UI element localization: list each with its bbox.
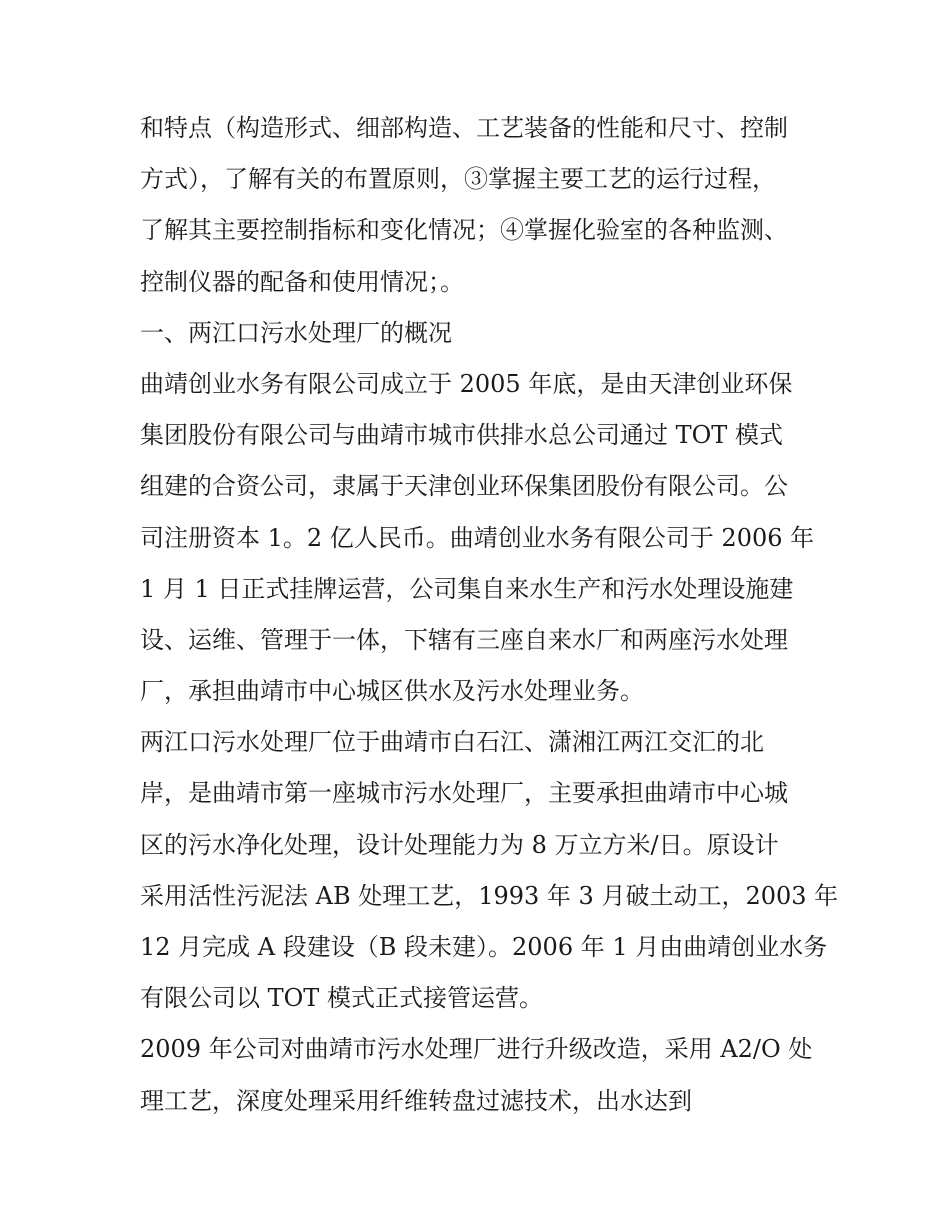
text-line: 厂，承担曲靖市中心城区供水及污水处理业务。 — [140, 677, 644, 706]
text-line: 区的污水净化处理，设计处理能力为 8 万立方米/日。原设计 — [140, 830, 779, 859]
text-line: 集团股份有限公司与曲靖市城市供排水总公司通过 TOT 模式 — [140, 421, 783, 450]
text-line: 和特点（构造形式、细部构造、工艺装备的性能和尺寸、控制 — [140, 114, 788, 142]
text-line: 设、运维、管理于一体，下辖有三座自来水厂和两座污水处理 — [140, 625, 788, 654]
text-line: 了解其主要控制指标和变化情况；④掌握化验室的各种监测、 — [140, 216, 788, 245]
text-line: 司注册资本 1。2 亿人民币。曲靖创业水务有限公司于 2006 年 — [140, 523, 815, 552]
text-line: 方式），了解有关的布置原则，③掌握主要工艺的运行过程， — [140, 165, 776, 194]
text-line: 有限公司以 TOT 模式正式接管运营。 — [140, 984, 543, 1013]
text-line: 两江口污水处理厂位于曲靖市白石江、潇湘江两江交汇的北 — [140, 728, 764, 757]
text-line: 岸，是曲靖市第一座城市污水处理厂，主要承担曲靖市中心城 — [140, 779, 788, 808]
body-text — [140, 103, 839, 1127]
text-line: 2009 年公司对曲靖市污水处理厂进行升级改造，采用 A2/O 处 — [140, 1035, 813, 1064]
text-line: 理工艺，深度处理采用纤维转盘过滤技术，出水达到 — [140, 1086, 692, 1115]
text-line: 1 月 1 日正式挂牌运营，公司集自来水生产和污水处理设施建 — [140, 574, 794, 603]
text-line: 组建的合资公司，隶属于天津创业环保集团股份有限公司。公 — [140, 472, 788, 501]
text-line: 12 月完成 A 段建设（B 段未建）。2006 年 1 月由曲靖创业水务 — [140, 933, 828, 961]
text-line: 控制仪器的配备和使用情况；。 — [140, 267, 464, 296]
section-heading: 一、两江口污水处理厂的概况 — [140, 318, 452, 347]
text-line: 采用活性污泥法 AB 处理工艺，1993 年 3 月破土动工，2003 年 — [140, 881, 839, 910]
text-line: 曲靖创业水务有限公司成立于 2005 年底，是由天津创业环保 — [140, 369, 793, 398]
